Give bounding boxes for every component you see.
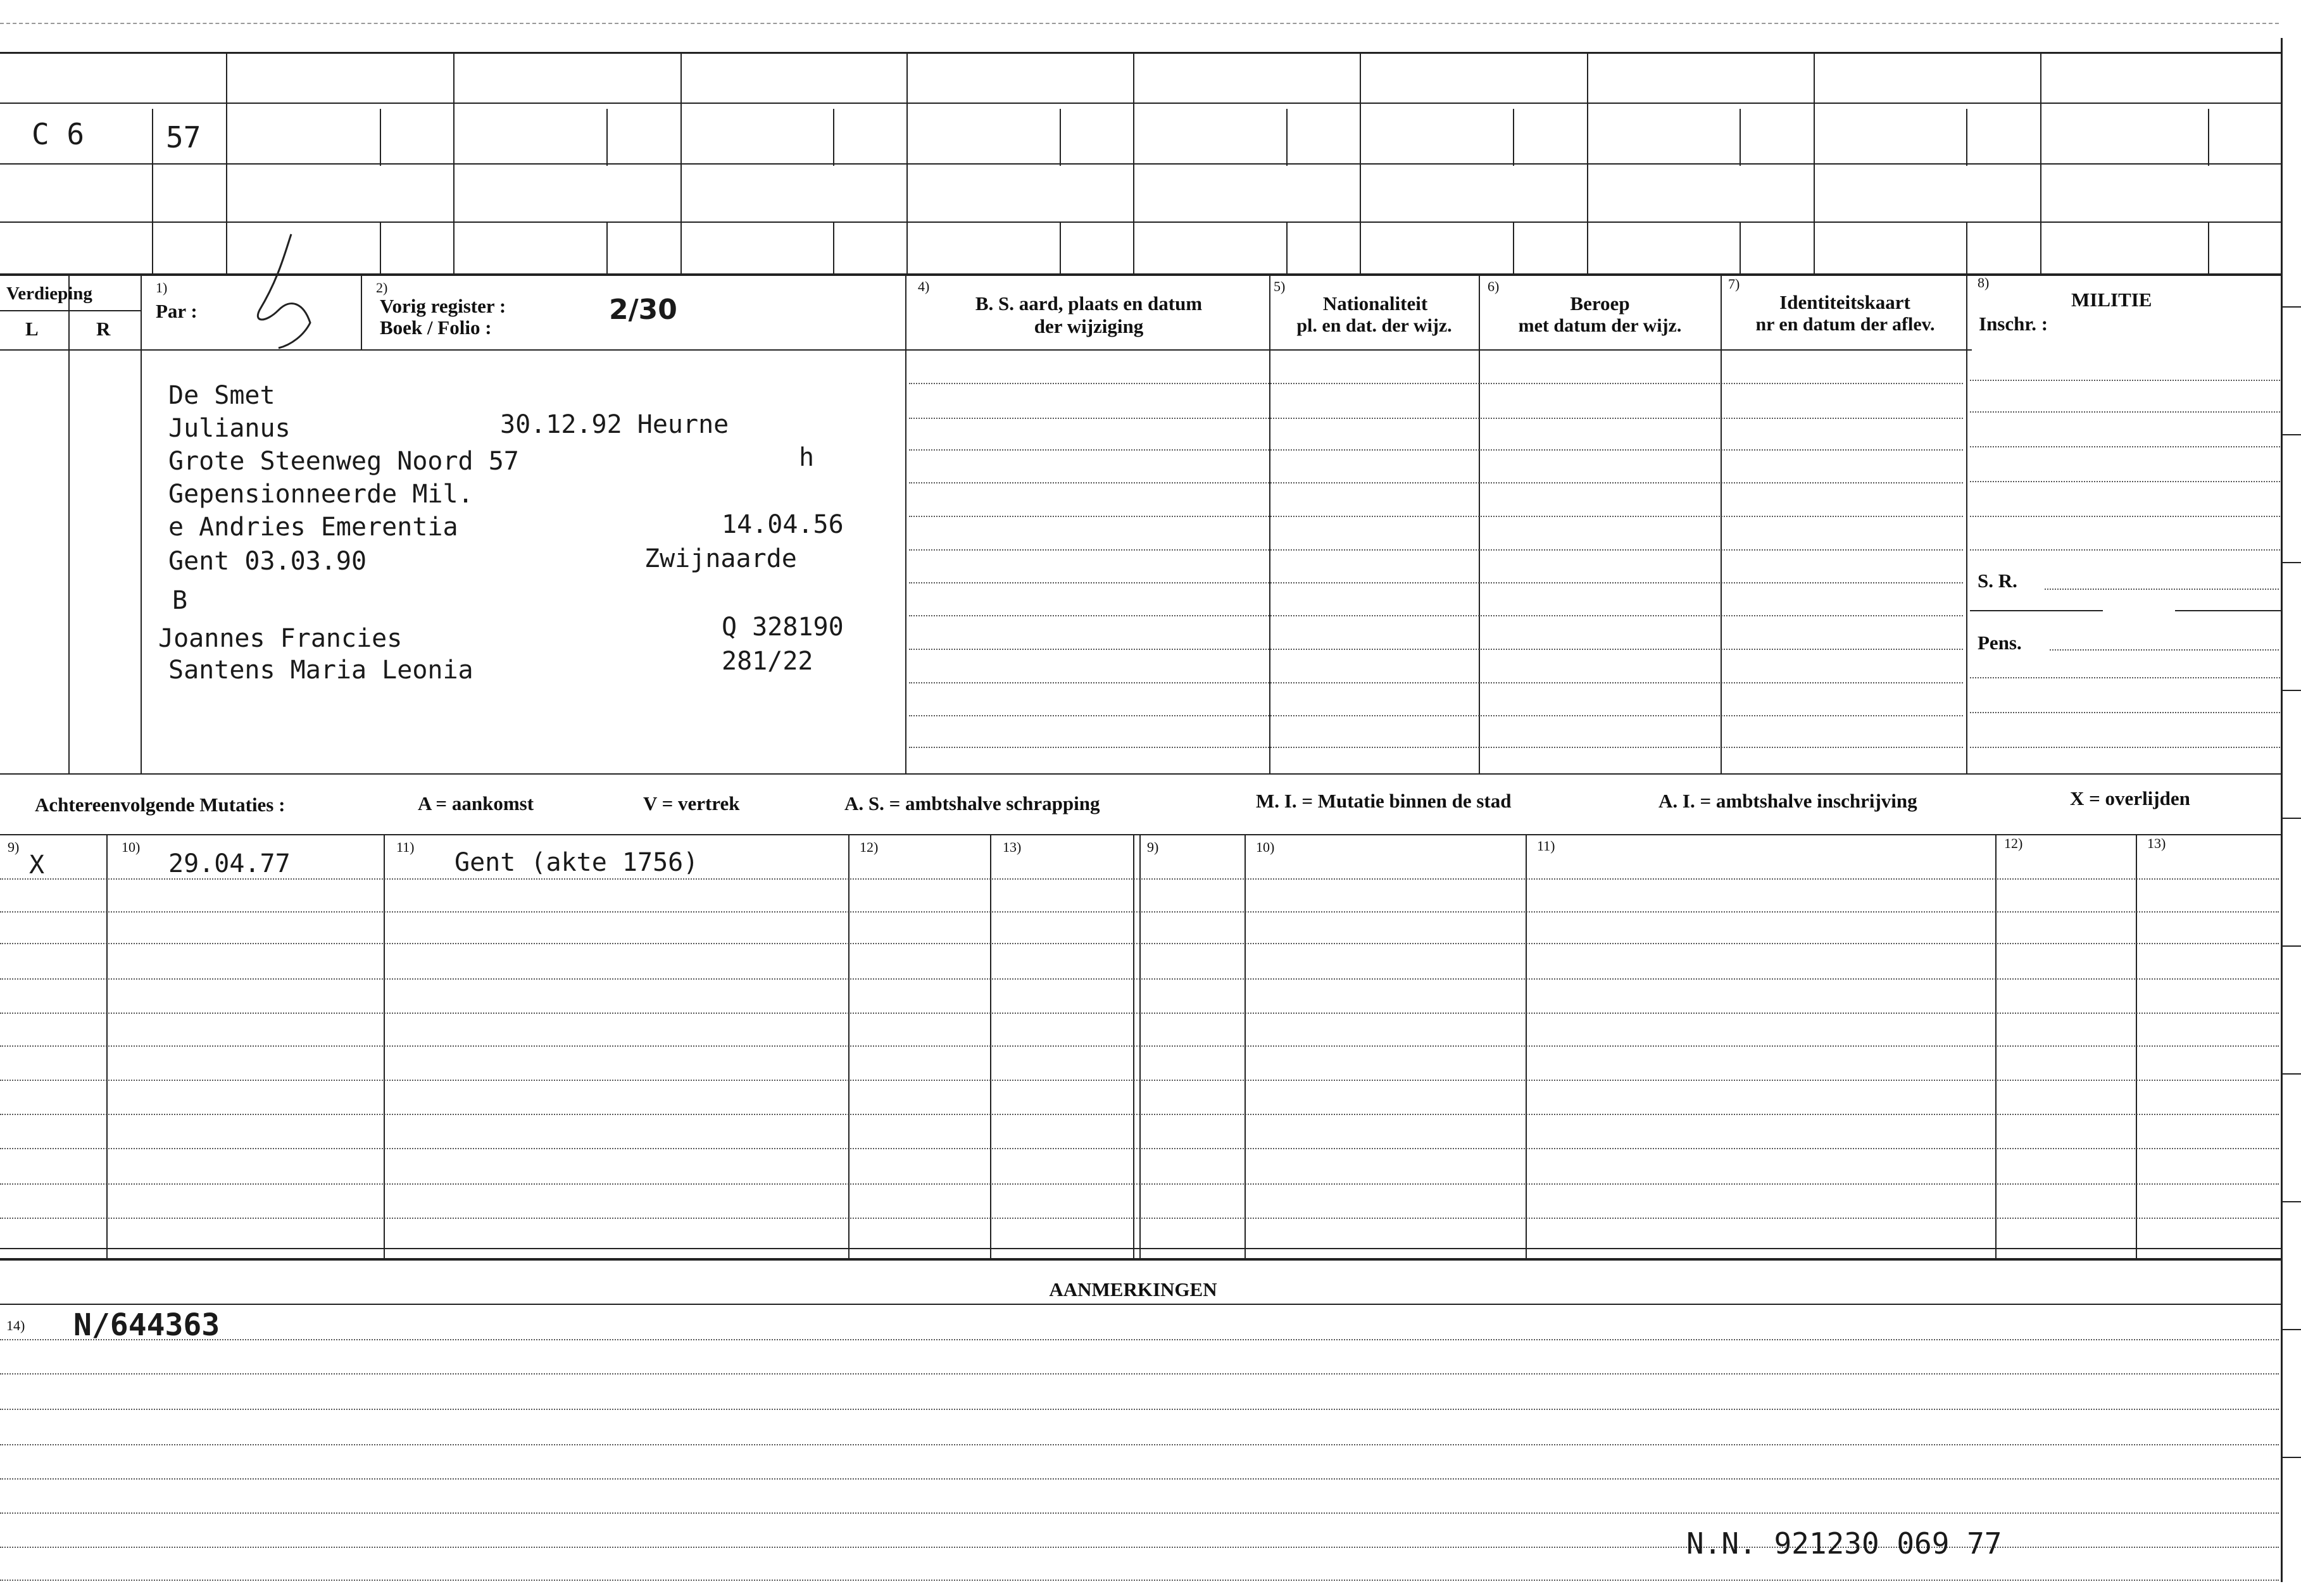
militie-line [1970, 411, 2280, 413]
mut-col-9b: 9) [1147, 839, 1159, 855]
boek-folio-label: Boek / Folio : [380, 316, 492, 339]
top-grid-vline [1360, 52, 1361, 273]
remarks-title: AANMERKINGEN [1049, 1278, 1217, 1300]
top-grid-vline [833, 221, 834, 273]
mut-col-13: 13) [1003, 839, 1022, 855]
edge-tick [2282, 1073, 2301, 1075]
edge-tick [2282, 1457, 2301, 1458]
mut-line [0, 1045, 2279, 1047]
mut-line [0, 1013, 2279, 1014]
col-number: 5) [1274, 278, 1286, 294]
mut-line [0, 1114, 2279, 1115]
edge-tick [2282, 1201, 2301, 1202]
vorig-register-label: Vorig register : [380, 295, 506, 317]
sr-line [2045, 589, 2279, 590]
remarks-line [0, 1580, 2279, 1581]
mut-line [0, 943, 2279, 944]
mut-line [0, 1218, 2279, 1219]
verdieping-line [0, 310, 142, 311]
mut-col-11: 11) [396, 839, 415, 855]
mut-col-10b: 10) [1256, 839, 1275, 855]
mut-line [0, 911, 2279, 913]
top-grid-vline [1740, 109, 1741, 166]
entry-line [909, 715, 1963, 716]
entry-line [909, 482, 1963, 483]
person-line: Joannes Francies [158, 624, 403, 653]
mutation-date: 29.04.77 [168, 849, 291, 878]
date-2: 14.04.56 [722, 510, 844, 539]
entry-line [909, 649, 1963, 650]
top-grid-vline [1060, 109, 1061, 166]
birth-date-place: 30.12.92 Heurne [500, 410, 729, 439]
legend-x: X = overlijden [2070, 787, 2190, 809]
top-grid-vline [380, 221, 381, 273]
mut-col-10: 10) [122, 839, 141, 855]
signature-mark [241, 228, 335, 354]
bs-label-1: B. S. aard, plaats en datum [975, 292, 1203, 315]
mut-col-9: 9) [8, 839, 20, 855]
identiteitskaart-sub: nr en datum der aflev. [1755, 314, 1935, 335]
top-grid-vline [606, 221, 608, 273]
top-grid-vline [1060, 221, 1061, 273]
top-grid-vline [1966, 109, 1967, 166]
mut-vline [848, 835, 850, 1259]
top-grid-vline [1513, 221, 1514, 273]
top-grid-vline [152, 109, 153, 273]
place-2: Zwijnaarde [644, 544, 797, 573]
mut-col-12b: 12) [2004, 835, 2023, 851]
person-line: Grote Steenweg Noord 57 [168, 447, 519, 476]
legend-as: A. S. = ambtshalve schrapping [844, 792, 1100, 814]
person-line: Gent 03.03.90 [168, 547, 367, 576]
inschr-label: Inschr. : [1979, 313, 2048, 335]
identiteitskaart-label: Identiteitskaart [1779, 291, 1910, 313]
top-grid-vline [1814, 52, 1815, 273]
edge-tick [2282, 945, 2301, 947]
edge-tick [2282, 562, 2301, 563]
right-border [2281, 38, 2283, 1582]
par-label: Par : [156, 300, 197, 322]
remarks-line [0, 1444, 2279, 1445]
l-label: L [25, 318, 39, 340]
top-grid-vline [2040, 52, 2041, 273]
r-label: R [96, 318, 111, 340]
folio-value: 2/30 [609, 294, 677, 326]
top-grid-vline [2208, 221, 2209, 273]
person-line: B [172, 586, 188, 615]
mutations-top-line [0, 834, 2282, 835]
mutation-type: X [29, 851, 45, 880]
remarks-number: 14) [6, 1318, 25, 1333]
top-grid-vline [1133, 52, 1134, 273]
top-grid-line [0, 221, 2282, 223]
legend-v: V = vertrek [643, 792, 740, 814]
mut-col-12: 12) [860, 839, 879, 855]
person-line: De Smet [168, 381, 275, 410]
col-number: 4) [918, 278, 930, 294]
mut-line [0, 1148, 2279, 1149]
top-grid-vline [1587, 52, 1588, 273]
mutations-bottom-line [0, 1248, 2282, 1249]
nn-number: N.N. 921230 069 77 [1686, 1526, 2002, 1561]
remarks-line [0, 1304, 2282, 1305]
mut-vline [1995, 835, 1997, 1259]
mut-vline [1139, 835, 1141, 1259]
mut-col-11b: 11) [1537, 838, 1555, 854]
entry-line [909, 449, 1963, 451]
militie-line [1970, 516, 2280, 517]
top-grid-line [0, 52, 2282, 54]
militie-divider [1970, 610, 2103, 611]
header-vline [68, 276, 70, 775]
entry-line [909, 615, 1963, 616]
beroep-label: Beroep [1570, 292, 1630, 315]
entry-line [909, 682, 1963, 683]
pens-line [2050, 649, 2279, 651]
person-line: Gepensionneerde Mil. [168, 480, 473, 509]
mut-vline [1133, 835, 1134, 1259]
beroep-sub: met datum der wijz. [1518, 315, 1682, 336]
person-line: e Andries Emerentia [168, 513, 458, 542]
header-vline [141, 276, 142, 775]
top-grid-vline [226, 52, 227, 273]
militie-line [1970, 677, 2280, 678]
sr-label: S. R. [1978, 570, 2017, 592]
legend-top-line [0, 773, 2282, 775]
entry-line [909, 418, 1963, 419]
gender-mark: h [799, 443, 815, 472]
militie-line [1970, 380, 2280, 381]
edge-tick [2282, 306, 2301, 308]
col-number: 6) [1488, 278, 1500, 294]
col-number: 2) [376, 280, 388, 296]
mut-vline [1245, 835, 1246, 1259]
entry-line [909, 549, 1963, 551]
person-line: Julianus [168, 414, 291, 443]
header-vline [361, 276, 362, 351]
pens-label: Pens. [1978, 632, 2022, 654]
militie-line [1970, 446, 2280, 447]
top-grid-vline [833, 109, 834, 166]
entry-line [909, 516, 1963, 517]
entry-line [909, 383, 1963, 384]
mut-vline [2136, 835, 2137, 1259]
top-grid-vline [1286, 109, 1288, 166]
header-vline [1479, 276, 1480, 775]
mutations-bottom-line [0, 1258, 2282, 1261]
remarks-code: N/644363 [73, 1307, 220, 1343]
militie-line [1970, 481, 2280, 482]
nationaliteit-label: Nationaliteit [1322, 292, 1428, 315]
top-edge-marks [0, 23, 2279, 28]
legend-title: Achtereenvolgende Mutaties : [35, 794, 285, 816]
top-grid-vline [606, 109, 608, 166]
top-grid-vline [1740, 221, 1741, 273]
verdieping-label: Verdieping [6, 284, 92, 304]
legend-a: A = aankomst [418, 792, 534, 814]
header-vline [905, 276, 906, 775]
entry-line [909, 582, 1963, 583]
mut-line [0, 878, 2279, 880]
militie-line [1970, 549, 2280, 551]
col-number: 8) [1978, 275, 1990, 290]
remarks-line [0, 1409, 2279, 1410]
militie-line [1970, 712, 2280, 713]
edge-tick [2282, 434, 2301, 435]
remarks-line [0, 1478, 2279, 1480]
top-grid-vline [906, 52, 908, 273]
mut-vline [106, 835, 108, 1259]
edge-tick [2282, 818, 2301, 819]
mut-vline [384, 835, 385, 1259]
militie-divider [2175, 610, 2283, 611]
id-number: Q 328190 [722, 613, 844, 642]
legend-ai: A. I. = ambtshalve inschrijving [1658, 790, 1917, 812]
top-grid-vline [2208, 109, 2209, 166]
col-number: 1) [156, 280, 168, 296]
header-vline [1966, 276, 1967, 775]
remarks-line [0, 1373, 2279, 1375]
mut-vline [990, 835, 991, 1259]
militie-line [1970, 747, 2280, 748]
mut-line [0, 1080, 2279, 1081]
top-grid-vline [1286, 221, 1288, 273]
bs-label-2: der wijziging [1034, 315, 1144, 337]
nationaliteit-sub: pl. en dat. der wijz. [1296, 315, 1452, 336]
header-vline [1721, 276, 1722, 775]
person-line: Santens Maria Leonia [168, 656, 473, 685]
mut-col-13b: 13) [2147, 835, 2166, 851]
mut-line [0, 1183, 2279, 1185]
mut-vline [1526, 835, 1527, 1259]
top-grid-vline [680, 52, 682, 273]
top-grid-vline [453, 52, 455, 273]
legend-mi: M. I. = Mutatie binnen de stad [1256, 790, 1512, 812]
entry-line [909, 747, 1963, 748]
top-grid-line [0, 273, 2282, 276]
edge-tick [2282, 1329, 2301, 1330]
top-grid-vline [1513, 109, 1514, 166]
remarks-line [0, 1339, 2279, 1340]
mutation-place: Gent (akte 1756) [455, 848, 699, 877]
top-grid-line [0, 103, 2282, 104]
top-code: C 6 [32, 117, 85, 151]
top-grid-vline [1966, 221, 1967, 273]
militie-label: MILITIE [2071, 289, 2152, 311]
mut-line [0, 978, 2279, 980]
header-vline [1269, 276, 1270, 775]
top-grid-vline [380, 109, 381, 166]
remarks-line [0, 1512, 2279, 1514]
col-number: 7) [1728, 276, 1740, 292]
edge-tick [2282, 690, 2301, 691]
top-grid-line [0, 163, 2282, 165]
id-number-2: 281/22 [722, 647, 813, 676]
top-number: 57 [166, 120, 201, 154]
